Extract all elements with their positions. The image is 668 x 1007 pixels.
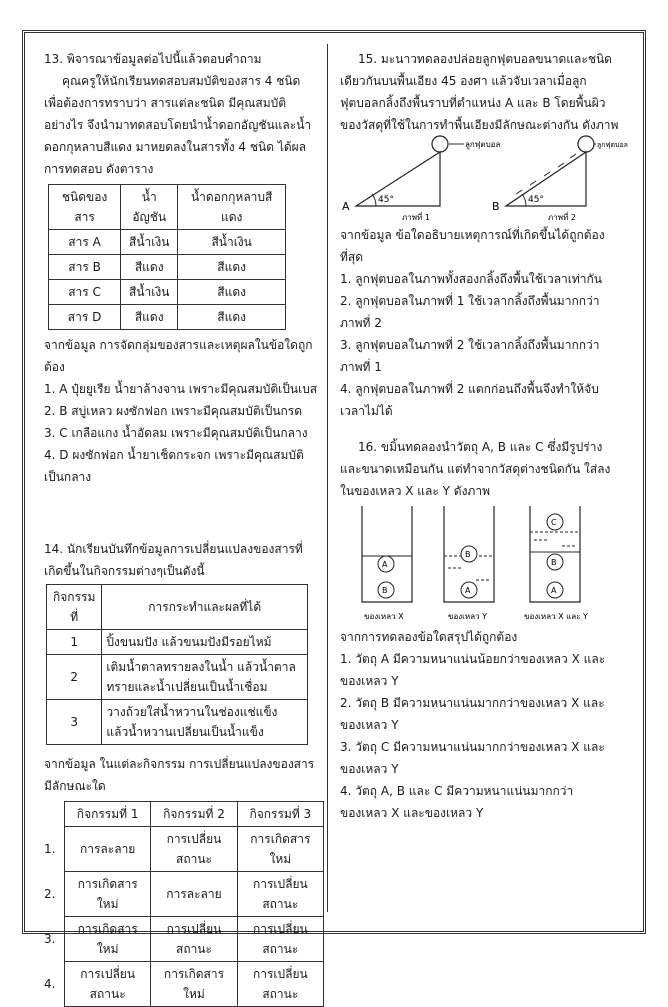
table-cell: สาร C (49, 280, 121, 305)
table-cell: 1 (47, 630, 102, 655)
option-number: 2. (44, 887, 56, 901)
question-14 (44, 538, 320, 1007)
table-cell: การเกิดสารใหม่ (237, 827, 323, 872)
football (432, 136, 448, 152)
table-cell: การเปลี่ยนสถานะ (151, 917, 237, 962)
table-header: กิจกรรมที่ 2 (151, 802, 237, 827)
figure-caption: ของเหลว X และ Y (524, 612, 588, 621)
table-cell: สีน้ำเงิน (121, 230, 178, 255)
table-cell: สีน้ำเงิน (121, 280, 178, 305)
q14-question: จากข้อมูล ในแต่ละกิจกรรม การเปลี่ยนแปลงของสารมีลักษณะใด (44, 757, 315, 793)
table-cell: สาร A (49, 230, 121, 255)
q13-option-4[interactable]: 4. D ผงซักฟอก น้ำยาเช็ดกระจก เพราะมีคุณสมบัติเป็นกลาง (44, 448, 304, 484)
q16-option-2[interactable]: 2. วัตถุ B มีความหนาแน่นมากกว่าของเหลว X และของเหลว Y (340, 696, 605, 732)
q15-incline-figure (340, 136, 628, 224)
incline-triangle (356, 152, 440, 206)
table-cell: สีแดง (121, 255, 178, 280)
table-cell: สีแดง (121, 305, 178, 330)
rough-surface (544, 172, 550, 176)
q16-title: 16. ขมิ้นทดลองนำวัตถุ A, B และ C ซึ่งมีรูปร่างและขนาดเหมือนกัน แต่ทำจากวัสดุต่างชนิดกัน ใส่ลงในของเหลว X และ Y ดังภาพ (340, 440, 611, 498)
q14-activity-table (46, 584, 308, 745)
table-cell: 2 (47, 655, 102, 700)
option-number: 3. (44, 932, 56, 946)
table-cell: สีน้ำเงิน (178, 230, 286, 255)
q14-option-4[interactable] (44, 962, 324, 1007)
table-row (49, 280, 286, 305)
q16-liquids-figure (340, 502, 620, 626)
beaker-liquid-x (362, 506, 412, 621)
rough-surface (570, 154, 576, 158)
beaker-liquid-y (444, 506, 494, 621)
table-cell: การเปลี่ยนสถานะ (237, 872, 323, 917)
spacer (340, 422, 620, 436)
incline-picture-2 (492, 136, 628, 222)
q14-title: 14. นักเรียนบันทึกข้อมูลการเปลี่ยนแปลงของสารที่เกิดขึ้นในกิจกรรมต่างๆเป็นดังนี้ (44, 542, 303, 578)
object-label: B (551, 558, 557, 567)
table-row (49, 305, 286, 330)
beaker-liquid-x-and-y (524, 506, 588, 621)
table-cell: 3 (47, 700, 102, 745)
question-16 (340, 436, 620, 824)
q14-options-table (44, 801, 324, 1007)
option-number: 1. (44, 842, 56, 856)
table-cell: ปิ้งขนมปัง แล้วขนมปังมีรอยไหม้ (102, 630, 308, 655)
table-cell: การเกิดสารใหม่ (65, 917, 151, 962)
q13-option-2[interactable]: 2. B สบู่เหลว ผงซักฟอก เพราะมีคุณสมบัติเป็นกรด (44, 404, 303, 418)
figure-caption: ของเหลว X (364, 612, 404, 621)
football (578, 136, 594, 152)
table-cell: สีแดง (178, 305, 286, 330)
table-header: การกระทำและผลที่ได้ (102, 585, 308, 630)
q14-option-1[interactable] (44, 827, 324, 872)
angle-label: 45° (378, 195, 394, 205)
table-row (47, 655, 308, 700)
q13-intro: คุณครูให้นักเรียนทดสอบสมบัติของสาร 4 ชนิด เพื่อต้องการทราบว่า สารแต่ละชนิด มีคุณสมบัติอย่างไร จึงนำมาทดสอบโดยนำน้ำดอกอัญชันและน้ำดอกกุหลาบสีแดง มาหยดลงในสารทั้ง 4 ชนิด ได้ผลการทดสอบ ดังตาราง (44, 74, 312, 176)
q13-table (48, 184, 286, 330)
option-number: 4. (44, 977, 56, 991)
table-cell: การละลาย (151, 872, 237, 917)
q14-option-2[interactable] (44, 872, 324, 917)
q15-title: 15. มะนาวทดลองปล่อยลูกฟุตบอลขนาดและชนิดเดียวกันบนพื้นเอียง 45 องศา แล้วจับเวลาเมื่อลูกฟุตบอลกลิ้งถึงพื้นราบที่ตำแหน่ง A และ B โดยพื้นผิวของวัสดุที่ใช้ในการทำพื้นเอียงมีลักษณะต่างกัน ดังภาพ (340, 52, 619, 132)
figure-caption: ภาพที่ 1 (402, 213, 430, 222)
q16-option-3[interactable]: 3. วัตถุ C มีความหนาแน่นมากกว่าของเหลว X และของเหลว Y (340, 740, 605, 776)
object-label: A (382, 560, 388, 569)
table-header: กิจกรรมที่ 1 (65, 802, 151, 827)
question-15 (340, 48, 628, 422)
table-row (47, 700, 308, 745)
spacer (44, 488, 320, 538)
table-cell: วางถ้วยใส่น้ำหวานในช่องแช่แข็ง แล้วน้ำหวานเปลี่ยนเป็นน้ำแข็ง (102, 700, 308, 745)
q15-option-2[interactable]: 2. ลูกฟุตบอลในภาพที่ 1 ใช้เวลากลิ้งถึงพื้นมากกว่าภาพที่ 2 (340, 294, 600, 330)
question-13 (44, 48, 320, 488)
object-label: A (551, 586, 557, 595)
table-header: ชนิดของสาร (49, 185, 121, 230)
table-cell: การเกิดสารใหม่ (151, 962, 237, 1007)
table-row (47, 630, 308, 655)
rough-surface (516, 190, 522, 194)
figure-caption: ของเหลว Y (448, 612, 488, 621)
angle-label: 45° (528, 195, 544, 205)
incline-picture-1 (342, 136, 500, 222)
table-header: กิจกรรมที่ 3 (237, 802, 323, 827)
q16-option-1[interactable]: 1. วัตถุ A มีความหนาแน่นน้อยกว่าของเหลว X และของเหลว Y (340, 652, 606, 688)
table-cell: การละลาย (65, 827, 151, 872)
object-label: B (465, 550, 471, 559)
q15-question: จากข้อมูล ข้อใดอธิบายเหตุการณ์ที่เกิดขึ้นได้ถูกต้องที่สุด (340, 228, 605, 264)
rough-surface (530, 181, 536, 185)
table-cell: การเปลี่ยนสถานะ (237, 917, 323, 962)
q15-option-3[interactable]: 3. ลูกฟุตบอลในภาพที่ 2 ใช้เวลากลิ้งถึงพื้นมากกว่าภาพที่ 1 (340, 338, 600, 374)
table-cell: การเปลี่ยนสถานะ (237, 962, 323, 1007)
object-label: B (382, 586, 388, 595)
incline-triangle (506, 152, 586, 206)
ball-label: ลูกฟุตบอล (465, 140, 501, 149)
q16-question: จากการทดลองข้อใดสรุปได้ถูกต้อง (340, 630, 518, 644)
q14-option-3[interactable] (44, 917, 324, 962)
table-cell: การเปลี่ยนสถานะ (65, 962, 151, 1007)
q15-option-1[interactable]: 1. ลูกฟุตบอลในภาพทั้งสองกลิ้งถึงพื้นใช้เวลาเท่ากัน (340, 272, 603, 286)
ball-label: ลูกฟุตบอล (597, 141, 628, 149)
q13-title: 13. พิจารณาข้อมูลต่อไปนี้แล้วตอบคำถาม (44, 52, 262, 66)
right-column (340, 48, 628, 824)
column-divider (327, 44, 328, 912)
object-label: C (551, 518, 557, 527)
q13-option-1[interactable]: 1. A ปุ๋ยยูเรีย น้ำยาล้างจาน เพราะมีคุณสมบัติเป็นเบส (44, 382, 318, 396)
table-cell: สาร B (49, 255, 121, 280)
q13-question: จากข้อมูล การจัดกลุ่มของสารและเหตุผลในข้อใดถูกต้อง (44, 338, 313, 374)
q15-option-4[interactable]: 4. ลูกฟุตบอลในภาพที่ 2 แตกก่อนถึงพื้นจึงทำให้จับเวลาไม่ได้ (340, 382, 599, 418)
table-cell: การเกิดสารใหม่ (65, 872, 151, 917)
table-cell: สีแดง (178, 255, 286, 280)
table-header: น้ำอัญชัน (121, 185, 178, 230)
blank-cell (44, 802, 65, 827)
table-row (49, 255, 286, 280)
rough-surface (558, 163, 564, 167)
point-label: B (492, 200, 500, 213)
table-header: น้ำดอกกุหลาบสีแดง (178, 185, 286, 230)
object-label: A (465, 586, 471, 595)
figure-caption: ภาพที่ 2 (548, 213, 576, 222)
table-cell: การเปลี่ยนสถานะ (151, 827, 237, 872)
table-cell: เติมน้ำตาลทรายลงในน้ำ แล้วน้ำตาลทรายและน้ำเปลี่ยนเป็นน้ำเชื่อม (102, 655, 308, 700)
left-column (44, 48, 320, 1007)
table-row (49, 230, 286, 255)
table-header: กิจกรรมที่ (47, 585, 102, 630)
table-cell: สีแดง (178, 280, 286, 305)
point-label: A (342, 200, 350, 213)
angle-arc (522, 194, 526, 206)
q13-option-3[interactable]: 3. C เกลือแกง น้ำอัดลม เพราะมีคุณสมบัติเป็นกลาง (44, 426, 308, 440)
table-cell: สาร D (49, 305, 121, 330)
q16-option-4[interactable]: 4. วัตถุ A, B และ C มีความหนาแน่นมากกว่าของเหลว X และของเหลว Y (340, 784, 574, 820)
